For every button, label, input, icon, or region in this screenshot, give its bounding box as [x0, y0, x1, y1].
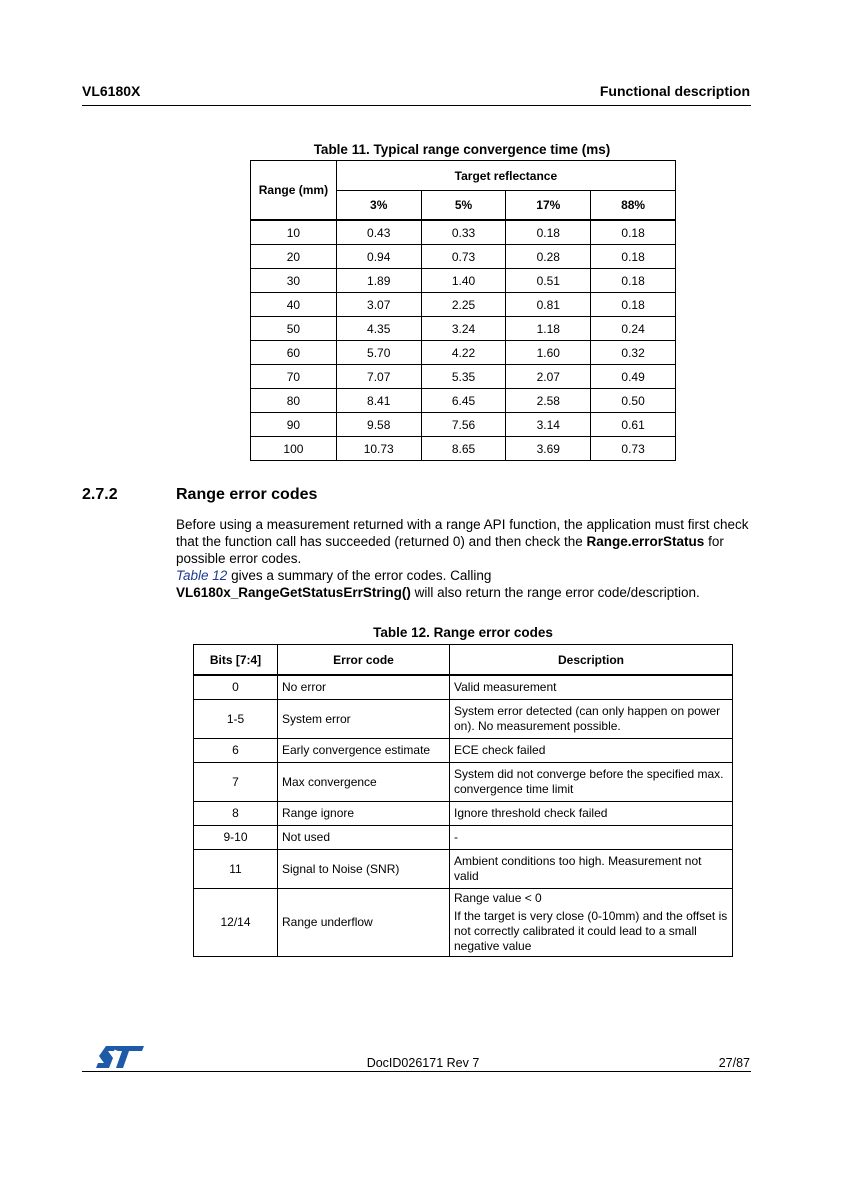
- error-code-cell: Early convergence estimate: [278, 739, 450, 763]
- time-cell: 0.51: [506, 269, 591, 293]
- time-cell: 7.07: [336, 365, 421, 389]
- range-cell: 70: [251, 365, 337, 389]
- section-body: [176, 516, 751, 601]
- description-text: -: [454, 830, 458, 844]
- section-header: Functional description: [599, 83, 750, 99]
- time-cell: 0.73: [421, 245, 506, 269]
- range-cell: 100: [251, 437, 337, 461]
- time-cell: 8.41: [336, 389, 421, 413]
- table-row: [194, 850, 733, 889]
- time-cell: 1.40: [421, 269, 506, 293]
- range-cell: 90: [251, 413, 337, 437]
- time-cell: 0.61: [591, 413, 676, 437]
- bits-cell: 0: [194, 675, 278, 700]
- time-cell: 0.43: [336, 220, 421, 245]
- text: will also return the range error code/description.: [410, 585, 700, 600]
- error-code-cell: Range ignore: [278, 802, 450, 826]
- convergence-time-table: [250, 160, 676, 461]
- bits-cell: 7: [194, 763, 278, 802]
- reflectance-group-header: Target reflectance: [336, 161, 675, 191]
- time-cell: 2.58: [506, 389, 591, 413]
- time-cell: 3.24: [421, 317, 506, 341]
- range-error-codes-table: [193, 644, 733, 957]
- table-row: [251, 220, 676, 245]
- time-cell: 4.35: [336, 317, 421, 341]
- text: for possible error codes.: [176, 534, 724, 566]
- document-title: VL6180X: [82, 83, 141, 99]
- table-row: [194, 889, 733, 957]
- time-cell: 0.18: [591, 293, 676, 317]
- time-cell: 0.18: [506, 220, 591, 245]
- description-text: Ignore threshold check failed: [454, 806, 608, 820]
- time-cell: 1.89: [336, 269, 421, 293]
- time-cell: 0.81: [506, 293, 591, 317]
- bits-cell: 1-5: [194, 700, 278, 739]
- error-code-cell: Max convergence: [278, 763, 450, 802]
- error-code-cell: Not used: [278, 826, 450, 850]
- bits-column-header: Bits [7:4]: [194, 645, 278, 676]
- description-text: System error detected (can only happen on power on). No measurement possible.: [454, 704, 721, 733]
- table-row: [194, 739, 733, 763]
- time-cell: 5.70: [336, 341, 421, 365]
- description-cell: [450, 826, 733, 850]
- error-code-column-header: Error code: [278, 645, 450, 676]
- column-header: 88%: [591, 191, 676, 221]
- function-name: VL6180x_RangeGetStatusErrString(): [176, 585, 411, 600]
- text: gives a summary of the error codes. Calling: [227, 568, 492, 583]
- table-row: [251, 317, 676, 341]
- error-code-cell: No error: [278, 675, 450, 700]
- table-row: [251, 437, 676, 461]
- description-cell: [450, 850, 733, 889]
- document-id: DocID026171 Rev 7: [366, 1056, 480, 1070]
- column-header: 5%: [421, 191, 506, 221]
- table-row: [251, 269, 676, 293]
- footer-divider: [82, 1071, 751, 1072]
- text: Before using a measurement returned with a range API function, the application must first check that the function call has succeeded (returned 0) and then check the: [176, 517, 749, 549]
- description-text: Valid measurement: [454, 680, 557, 694]
- header-divider: [82, 105, 751, 106]
- table11-caption: Table 11. Typical range convergence time (ms): [313, 142, 611, 157]
- description-cell: [450, 675, 733, 700]
- bits-cell: 6: [194, 739, 278, 763]
- time-cell: 3.14: [506, 413, 591, 437]
- paragraph: [176, 567, 751, 584]
- error-code-cell: System error: [278, 700, 450, 739]
- table12-link[interactable]: Table 12: [176, 568, 228, 583]
- table-row: [251, 341, 676, 365]
- description-column-header: Description: [450, 645, 733, 676]
- time-cell: 0.94: [336, 245, 421, 269]
- table-row: [251, 389, 676, 413]
- range-cell: 10: [251, 220, 337, 245]
- description-text: ECE check failed: [454, 743, 546, 757]
- range-cell: 80: [251, 389, 337, 413]
- time-cell: 0.18: [591, 220, 676, 245]
- range-cell: 60: [251, 341, 337, 365]
- bits-cell: 8: [194, 802, 278, 826]
- table-row: [251, 293, 676, 317]
- time-cell: 1.18: [506, 317, 591, 341]
- range-cell: 40: [251, 293, 337, 317]
- error-code-cell: Range underflow: [278, 889, 450, 957]
- description-cell: [450, 802, 733, 826]
- table-row: [251, 365, 676, 389]
- description-cell: [450, 739, 733, 763]
- time-cell: 0.28: [506, 245, 591, 269]
- time-cell: 10.73: [336, 437, 421, 461]
- bits-cell: 9-10: [194, 826, 278, 850]
- table-row: [194, 763, 733, 802]
- time-cell: 2.07: [506, 365, 591, 389]
- time-cell: 0.50: [591, 389, 676, 413]
- range-column-header: Range (mm): [251, 161, 337, 221]
- time-cell: 6.45: [421, 389, 506, 413]
- description-cell: [450, 700, 733, 739]
- table-row: [251, 245, 676, 269]
- description-text: Ambient conditions too high. Measurement not valid: [454, 854, 702, 883]
- time-cell: 0.73: [591, 437, 676, 461]
- time-cell: 3.07: [336, 293, 421, 317]
- description-cell: [450, 763, 733, 802]
- time-cell: 0.18: [591, 245, 676, 269]
- time-cell: 9.58: [336, 413, 421, 437]
- bits-cell: 12/14: [194, 889, 278, 957]
- error-code-cell: Signal to Noise (SNR): [278, 850, 450, 889]
- section-title: Range error codes: [176, 486, 318, 503]
- time-cell: 7.56: [421, 413, 506, 437]
- description-text: System did not converge before the specified max. convergence time limit: [454, 767, 724, 796]
- paragraph: [176, 516, 751, 567]
- bits-cell: 11: [194, 850, 278, 889]
- table-row: [194, 700, 733, 739]
- time-cell: 4.22: [421, 341, 506, 365]
- column-header: 17%: [506, 191, 591, 221]
- table12-caption: Table 12. Range error codes: [373, 625, 553, 640]
- time-cell: 8.65: [421, 437, 506, 461]
- time-cell: 0.24: [591, 317, 676, 341]
- time-cell: 3.69: [506, 437, 591, 461]
- paragraph: [176, 584, 751, 601]
- table-row: [194, 675, 733, 700]
- description-note: If the target is very close (0-10mm) and the offset is not correctly calibrated it could lead to a small negative value: [454, 909, 728, 953]
- time-cell: 0.49: [591, 365, 676, 389]
- table-row: [194, 826, 733, 850]
- time-cell: 1.60: [506, 341, 591, 365]
- time-cell: 0.32: [591, 341, 676, 365]
- table-row: [194, 802, 733, 826]
- time-cell: 0.33: [421, 220, 506, 245]
- range-errorstatus-term: Range.errorStatus: [586, 534, 705, 549]
- range-cell: 30: [251, 269, 337, 293]
- table-row: [251, 413, 676, 437]
- column-header: 3%: [336, 191, 421, 221]
- time-cell: 5.35: [421, 365, 506, 389]
- time-cell: 0.18: [591, 269, 676, 293]
- range-cell: 20: [251, 245, 337, 269]
- page-number: 27/87: [718, 1056, 750, 1070]
- description-text: Range value < 0: [454, 891, 542, 905]
- description-cell: [450, 889, 733, 957]
- range-cell: 50: [251, 317, 337, 341]
- time-cell: 2.25: [421, 293, 506, 317]
- section-number: 2.7.2: [82, 486, 118, 503]
